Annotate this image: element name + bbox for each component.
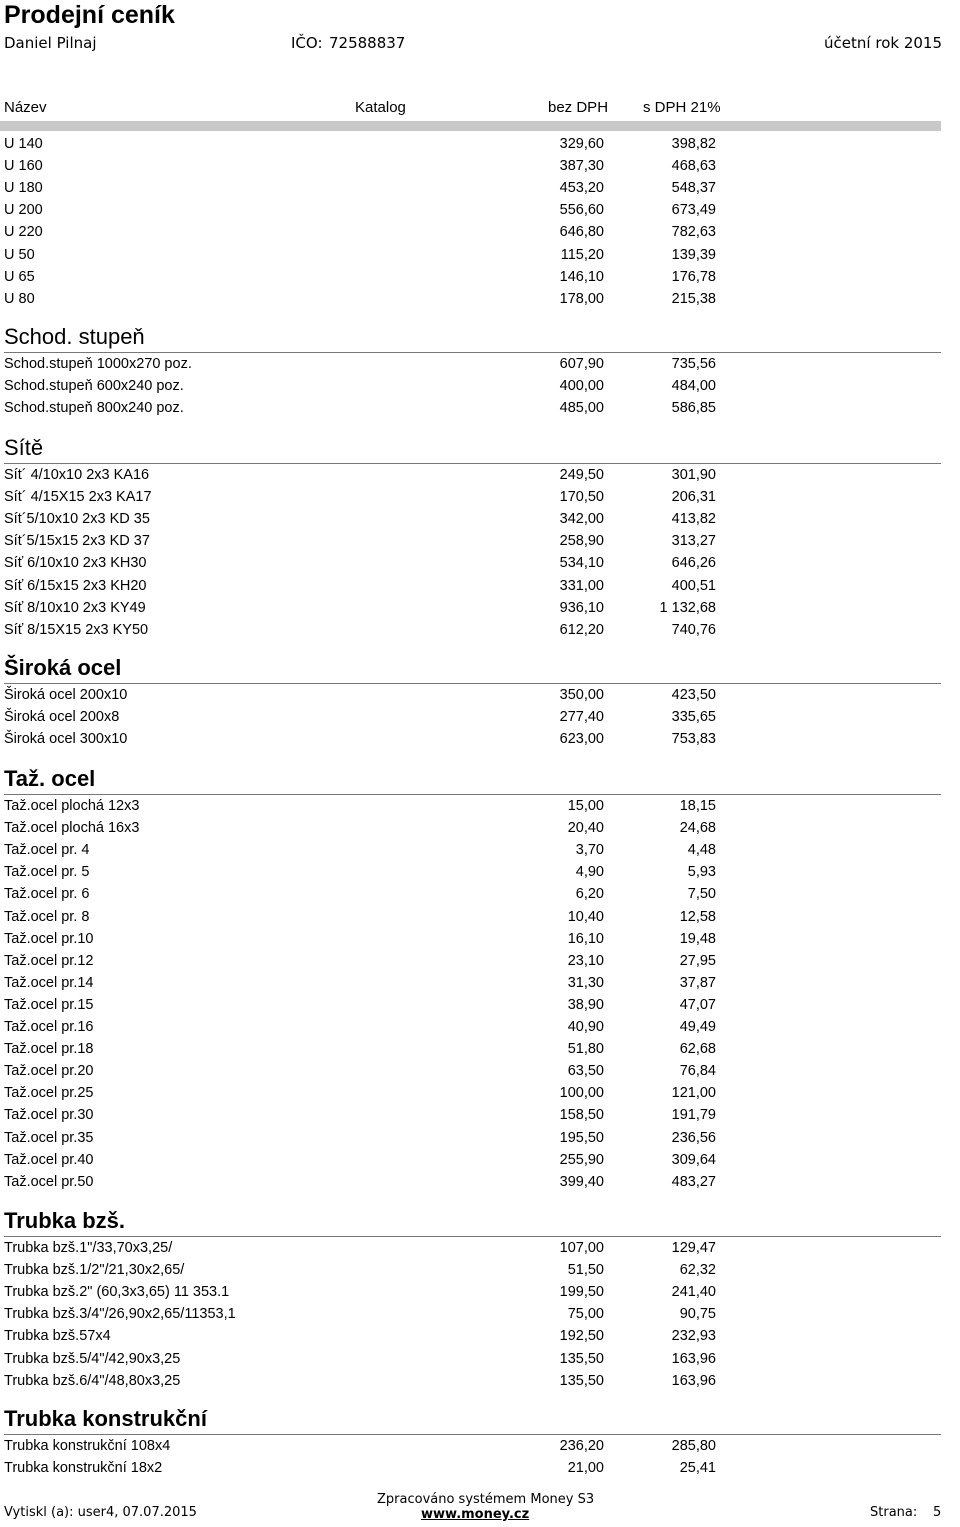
table-row bbox=[0, 508, 960, 530]
price-net: 485,00 bbox=[559, 400, 604, 417]
price-vat: 782,63 bbox=[671, 224, 716, 241]
price-vat: 309,64 bbox=[671, 1151, 716, 1168]
price-net: 277,40 bbox=[559, 709, 604, 726]
product-name: U 140 bbox=[4, 136, 43, 152]
product-name: Taž.ocel pr.15 bbox=[4, 996, 94, 1013]
product-name: Taž.ocel pr.18 bbox=[4, 1041, 94, 1058]
product-name: Taž.ocel pr. 4 bbox=[4, 842, 90, 859]
price-net: 40,90 bbox=[567, 1019, 604, 1035]
table-row bbox=[0, 1457, 960, 1479]
table-row bbox=[0, 1104, 960, 1126]
price-vat: 313,27 bbox=[671, 533, 716, 550]
price-vat: 586,85 bbox=[671, 400, 716, 417]
table-row bbox=[0, 728, 960, 750]
table-row bbox=[0, 950, 960, 972]
price-net: 387,30 bbox=[559, 158, 604, 175]
product-name: Sít´ 4/15X15 2x3 KA17 bbox=[4, 489, 152, 506]
section-title: Schod. stupeň bbox=[4, 324, 145, 349]
price-vat: 62,68 bbox=[679, 1041, 716, 1058]
product-name: Taž.ocel pr.16 bbox=[4, 1019, 94, 1035]
price-net: 135,50 bbox=[559, 1350, 604, 1367]
price-vat: 18,15 bbox=[679, 798, 716, 814]
processed-by: Zpracováno systémem Money S3 bbox=[377, 1492, 595, 1507]
product-name: Trubka bzš.2" (60,3x3,65) 11 353.1 bbox=[4, 1284, 230, 1301]
table-row bbox=[0, 155, 960, 177]
product-name: Taž.ocel plochá 12x3 bbox=[4, 798, 140, 814]
price-net: 936,10 bbox=[559, 599, 604, 616]
price-net: 15,00 bbox=[567, 798, 604, 814]
table-row bbox=[0, 1060, 960, 1082]
column-header-price-vat: s DPH 21% bbox=[643, 99, 721, 116]
column-header-name: Název bbox=[4, 99, 47, 116]
ico-label: IČO: bbox=[291, 34, 323, 52]
price-vat: 49,49 bbox=[679, 1019, 716, 1035]
table-row bbox=[0, 486, 960, 508]
table-row bbox=[0, 397, 960, 419]
price-vat: 548,37 bbox=[671, 180, 716, 197]
price-net: 556,60 bbox=[559, 202, 604, 219]
product-name: Trubka bzš.57x4 bbox=[4, 1328, 111, 1345]
price-vat: 1 132,68 bbox=[659, 599, 716, 616]
product-name: U 180 bbox=[4, 180, 43, 197]
price-net: 38,90 bbox=[567, 996, 604, 1013]
printed-by: Vytiskl (a): user4, 07.07.2015 bbox=[4, 1505, 197, 1520]
price-vat: 47,07 bbox=[679, 996, 716, 1013]
product-name: Síť 8/15X15 2x3 KY50 bbox=[4, 621, 149, 638]
price-net: 612,20 bbox=[559, 621, 604, 638]
table-row bbox=[0, 1237, 960, 1259]
price-vat: 673,49 bbox=[671, 202, 716, 219]
table-row bbox=[0, 575, 960, 597]
price-vat: 206,31 bbox=[671, 489, 716, 506]
price-vat: 4,48 bbox=[687, 842, 716, 859]
section-title: Trubka konstrukční bbox=[4, 1406, 207, 1431]
table-row bbox=[0, 1038, 960, 1060]
table-row bbox=[0, 906, 960, 928]
owner-name: Daniel Pilnaj bbox=[4, 34, 97, 52]
price-net: 399,40 bbox=[559, 1173, 604, 1190]
page-title: Prodejní ceník bbox=[4, 1, 175, 29]
price-vat: 27,95 bbox=[679, 952, 716, 969]
price-vat: 241,40 bbox=[671, 1284, 716, 1301]
price-net: 10,40 bbox=[567, 908, 604, 925]
price-net: 75,00 bbox=[567, 1306, 604, 1323]
table-row bbox=[0, 1281, 960, 1303]
column-header-price-net: bez DPH bbox=[548, 99, 609, 116]
section-title: Taž. ocel bbox=[4, 766, 96, 791]
price-vat: 24,68 bbox=[679, 820, 716, 837]
product-name: Taž.ocel pr.14 bbox=[4, 974, 94, 991]
price-vat: 400,51 bbox=[671, 577, 716, 594]
table-row bbox=[0, 552, 960, 574]
table-row bbox=[0, 795, 960, 817]
price-vat: 191,79 bbox=[671, 1107, 716, 1124]
price-vat: 37,87 bbox=[679, 974, 716, 991]
table-row bbox=[0, 266, 960, 288]
price-net: 51,50 bbox=[567, 1262, 604, 1279]
price-net: 646,80 bbox=[559, 224, 604, 241]
price-net: 63,50 bbox=[567, 1063, 604, 1080]
price-net: 236,20 bbox=[559, 1438, 604, 1454]
price-vat: 483,27 bbox=[671, 1173, 716, 1190]
product-name: Taž.ocel plochá 16x3 bbox=[4, 820, 140, 837]
price-net: 178,00 bbox=[559, 290, 604, 307]
price-net: 453,20 bbox=[559, 180, 604, 197]
table-row bbox=[0, 133, 960, 155]
table-row bbox=[0, 684, 960, 706]
product-name: Trubka bzš.1"/33,70x3,25/ bbox=[4, 1240, 173, 1256]
price-net: 249,50 bbox=[559, 467, 604, 483]
table-row bbox=[0, 530, 960, 552]
price-vat: 735,56 bbox=[671, 356, 716, 372]
price-vat: 19,48 bbox=[679, 930, 716, 947]
price-net: 342,00 bbox=[559, 511, 604, 528]
price-vat: 232,93 bbox=[671, 1328, 716, 1345]
price-vat: 484,00 bbox=[671, 378, 716, 395]
price-net: 107,00 bbox=[559, 1240, 604, 1256]
price-net: 100,00 bbox=[559, 1085, 604, 1102]
product-name: U 50 bbox=[4, 246, 35, 263]
price-net: 329,60 bbox=[559, 136, 604, 152]
price-vat: 176,78 bbox=[671, 268, 716, 285]
table-row bbox=[0, 1325, 960, 1347]
table-row bbox=[0, 597, 960, 619]
product-name: Trubka bzš.3/4"/26,90x2,65/11353,1 bbox=[4, 1306, 236, 1323]
price-vat: 76,84 bbox=[679, 1063, 716, 1080]
price-net: 192,50 bbox=[559, 1328, 604, 1345]
product-name: Trubka bzš.1/2"/21,30x2,65/ bbox=[4, 1262, 185, 1279]
product-name: Taž.ocel pr.10 bbox=[4, 930, 94, 947]
price-net: 16,10 bbox=[567, 930, 604, 947]
product-name: Široká ocel 300x10 bbox=[4, 731, 128, 748]
price-net: 195,50 bbox=[559, 1129, 604, 1146]
price-vat: 413,82 bbox=[671, 511, 716, 528]
table-row bbox=[0, 839, 960, 861]
table-row bbox=[0, 1016, 960, 1038]
table-row bbox=[0, 199, 960, 221]
table-row bbox=[0, 1370, 960, 1392]
price-vat: 236,56 bbox=[671, 1129, 716, 1146]
price-vat: 129,47 bbox=[671, 1240, 716, 1256]
price-net: 51,80 bbox=[567, 1041, 604, 1058]
product-name: Trubka konstrukční 108x4 bbox=[4, 1438, 171, 1454]
product-name: U 80 bbox=[4, 290, 35, 307]
table-row bbox=[0, 883, 960, 905]
page-number: 5 bbox=[933, 1505, 942, 1520]
price-vat: 423,50 bbox=[671, 687, 716, 703]
price-vat: 62,32 bbox=[679, 1262, 716, 1279]
table-row bbox=[0, 861, 960, 883]
price-net: 115,20 bbox=[560, 246, 604, 263]
table-row bbox=[0, 288, 960, 310]
price-vat: 90,75 bbox=[679, 1306, 716, 1323]
price-net: 400,00 bbox=[559, 378, 604, 395]
price-net: 350,00 bbox=[559, 687, 604, 703]
price-vat: 646,26 bbox=[671, 555, 716, 572]
product-name: Taž.ocel pr.35 bbox=[4, 1129, 94, 1146]
price-vat: 121,00 bbox=[671, 1085, 716, 1102]
table-row bbox=[0, 619, 960, 641]
fiscal-year: účetní rok 2015 bbox=[824, 34, 942, 52]
product-name: Schod.stupeň 800x240 poz. bbox=[4, 400, 184, 417]
page-label: Strana: bbox=[870, 1505, 918, 1520]
price-vat: 7,50 bbox=[687, 886, 716, 903]
table-row bbox=[0, 1348, 960, 1370]
table-row bbox=[0, 1127, 960, 1149]
product-name: Taž.ocel pr.30 bbox=[4, 1107, 94, 1124]
section-title: Široká ocel bbox=[4, 655, 122, 680]
money-link[interactable]: www.money.cz bbox=[421, 1507, 530, 1522]
price-vat: 163,96 bbox=[671, 1350, 716, 1367]
table-row bbox=[0, 464, 960, 486]
product-name: Síť 8/10x10 2x3 KY49 bbox=[4, 599, 146, 616]
product-name: U 160 bbox=[4, 158, 43, 175]
table-row bbox=[0, 353, 960, 375]
table-row bbox=[0, 1435, 960, 1457]
product-name: Trubka bzš.5/4"/42,90x3,25 bbox=[4, 1350, 181, 1367]
price-net: 20,40 bbox=[567, 820, 604, 837]
product-name: U 220 bbox=[4, 224, 43, 241]
price-vat: 163,96 bbox=[671, 1372, 716, 1389]
price-net: 331,00 bbox=[559, 577, 604, 594]
table-row bbox=[0, 1259, 960, 1281]
price-net: 158,50 bbox=[559, 1107, 604, 1124]
section-title: Sítě bbox=[4, 435, 44, 460]
table-row bbox=[0, 994, 960, 1016]
price-net: 607,90 bbox=[559, 356, 604, 372]
table-row bbox=[0, 244, 960, 266]
product-name: Taž.ocel pr. 6 bbox=[4, 886, 90, 903]
product-name: Taž.ocel pr.50 bbox=[4, 1173, 94, 1190]
table-row bbox=[0, 972, 960, 994]
table-row bbox=[0, 1149, 960, 1171]
product-name: U 200 bbox=[4, 202, 43, 219]
price-net: 3,70 bbox=[575, 842, 604, 859]
price-vat: 139,39 bbox=[671, 246, 716, 263]
product-name: Trubka konstrukční 18x2 bbox=[4, 1460, 163, 1477]
price-net: 255,90 bbox=[559, 1151, 604, 1168]
price-vat: 12,58 bbox=[679, 908, 716, 925]
price-net: 4,90 bbox=[575, 864, 604, 881]
product-name: Schod.stupeň 1000x270 poz. bbox=[4, 356, 192, 372]
price-vat: 285,80 bbox=[671, 1438, 716, 1454]
table-row bbox=[0, 221, 960, 243]
column-header-divider bbox=[0, 121, 941, 131]
price-net: 21,00 bbox=[567, 1460, 604, 1477]
price-vat: 5,93 bbox=[687, 864, 716, 881]
product-name: U 65 bbox=[4, 268, 35, 285]
table-row bbox=[0, 177, 960, 199]
product-name: Taž.ocel pr. 8 bbox=[4, 908, 90, 925]
product-name: Sít´5/15x15 2x3 KD 37 bbox=[4, 533, 150, 550]
product-name: Široká ocel 200x8 bbox=[4, 709, 120, 726]
product-name: Taž.ocel pr.20 bbox=[4, 1063, 94, 1080]
product-name: Sít´ 4/10x10 2x3 KA16 bbox=[4, 467, 150, 483]
price-vat: 215,38 bbox=[671, 290, 716, 307]
product-name: Široká ocel 200x10 bbox=[4, 687, 128, 703]
product-name: Schod.stupeň 600x240 poz. bbox=[4, 378, 184, 395]
table-row bbox=[0, 1303, 960, 1325]
table-row bbox=[0, 375, 960, 397]
product-name: Taž.ocel pr.40 bbox=[4, 1151, 94, 1168]
price-net: 6,20 bbox=[575, 886, 604, 903]
price-net: 170,50 bbox=[559, 489, 604, 506]
price-net: 258,90 bbox=[559, 533, 604, 550]
table-row bbox=[0, 1171, 960, 1193]
price-vat: 753,83 bbox=[671, 731, 716, 748]
product-name: Taž.ocel pr.25 bbox=[4, 1085, 94, 1102]
table-row bbox=[0, 928, 960, 950]
product-name: Sít´5/10x10 2x3 KD 35 bbox=[4, 511, 150, 528]
price-vat: 398,82 bbox=[671, 136, 716, 152]
section-title: Trubka bzš. bbox=[4, 1208, 126, 1233]
price-net: 534,10 bbox=[559, 555, 604, 572]
product-name: Síť 6/10x10 2x3 KH30 bbox=[4, 555, 147, 572]
product-name: Trubka bzš.6/4"/48,80x3,25 bbox=[4, 1372, 181, 1389]
ico-value: 72588837 bbox=[329, 34, 406, 52]
price-vat: 740,76 bbox=[671, 621, 716, 638]
product-name: Taž.ocel pr.12 bbox=[4, 952, 94, 969]
price-vat: 301,90 bbox=[671, 467, 716, 483]
price-net: 199,50 bbox=[559, 1284, 604, 1301]
column-header-catalog: Katalog bbox=[355, 99, 406, 116]
price-vat: 335,65 bbox=[671, 709, 716, 726]
product-name: Síť 6/15x15 2x3 KH20 bbox=[4, 577, 147, 594]
price-net: 31,30 bbox=[567, 974, 604, 991]
price-vat: 25,41 bbox=[679, 1460, 716, 1477]
table-row bbox=[0, 817, 960, 839]
product-name: Taž.ocel pr. 5 bbox=[4, 864, 90, 881]
table-row bbox=[0, 1082, 960, 1104]
table-row bbox=[0, 706, 960, 728]
price-net: 623,00 bbox=[559, 731, 604, 748]
price-net: 23,10 bbox=[567, 952, 604, 969]
price-net: 146,10 bbox=[559, 268, 604, 285]
price-vat: 468,63 bbox=[671, 158, 716, 175]
price-net: 135,50 bbox=[559, 1372, 604, 1389]
